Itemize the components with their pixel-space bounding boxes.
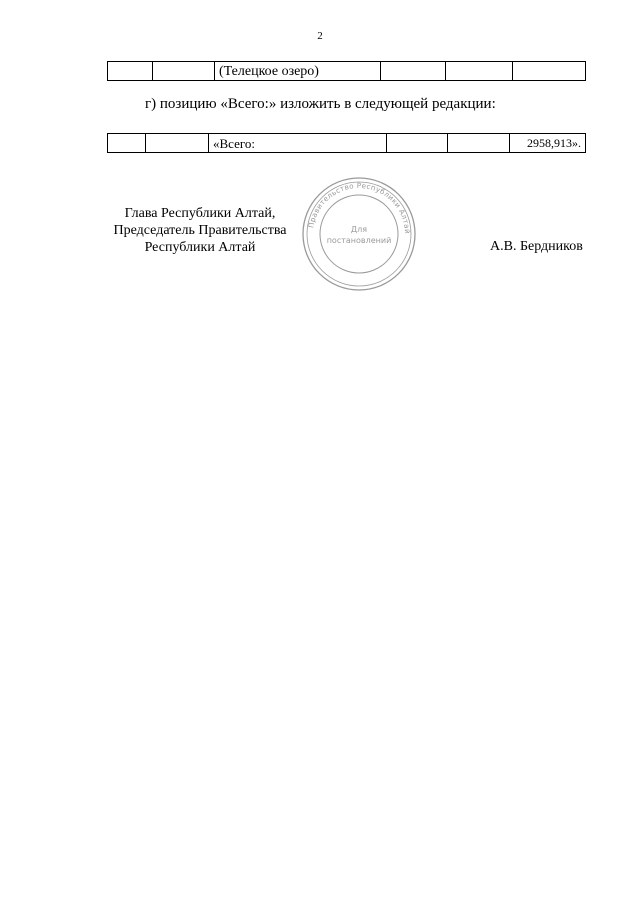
seal-inner-text: Для (350, 225, 368, 234)
table-fragment-row-teletskoe (107, 61, 586, 81)
table-cell (153, 62, 215, 81)
seal-outer-text: Правительство Республики Алтай (306, 180, 413, 235)
table-cell (108, 62, 153, 81)
seal-inner-text: постановлений (326, 236, 392, 245)
official-seal-stamp (301, 176, 417, 292)
table-cell-total-value: 2958,913». (510, 134, 586, 153)
table-row (108, 62, 586, 81)
signer-name: А.В. Бердников (490, 239, 583, 254)
table-cell-total-label: «Всего: (209, 134, 387, 153)
table-cell (108, 134, 146, 153)
table-row (108, 134, 586, 153)
signature-title-line: Глава Республики Алтай, (124, 206, 276, 221)
page-number: 2 (317, 30, 323, 42)
table-cell (146, 134, 209, 153)
signature-title (100, 205, 300, 256)
table-cell (448, 134, 510, 153)
table-cell (387, 134, 448, 153)
table-cell (513, 62, 586, 81)
signature-title-line: Председатель Правительства (113, 223, 287, 238)
instruction-text: г) позицию «Всего:» изложить в следующей редакции: (145, 96, 496, 112)
table-fragment-row-total (107, 133, 586, 153)
signature-title-line: Республики Алтай (144, 240, 256, 255)
table-cell (381, 62, 446, 81)
table-cell (446, 62, 513, 81)
seal-inner-ring (320, 195, 398, 273)
table-cell-name: (Телецкое озеро) (215, 62, 381, 81)
